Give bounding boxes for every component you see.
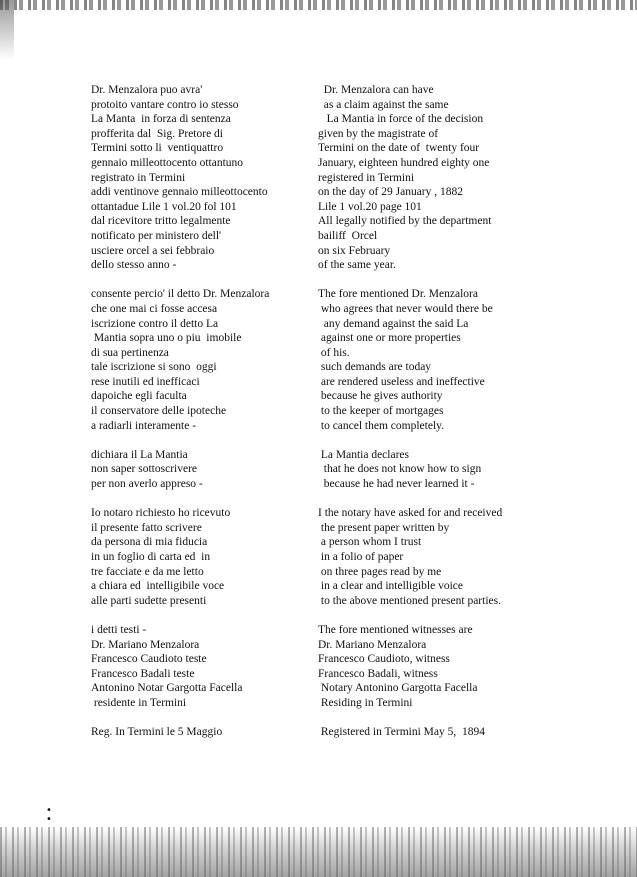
english-paragraph [318,448,608,492]
english-line: Residing in Termini [318,696,413,709]
english-paragraph [318,506,608,608]
english-line: to the keeper of mortgages [318,405,444,418]
english-line: I the notary have asked for and received [318,507,503,520]
english-line: in a clear and intelligible voice [318,580,463,593]
italian-line: addi ventinove gennaio milleottocento [91,186,268,199]
italian-line: da persona di mia fiducia [91,536,208,549]
english-line: because he had never learned it - [318,478,475,491]
italian-line: dapoiche egli faculta [91,390,187,403]
italian-line: che one mai ci fosse accesa [91,302,218,315]
italian-line: registrato in Termini [91,171,186,184]
english-line: because he gives authority [318,390,443,403]
english-line: to the above mentioned present parties. [318,594,501,607]
italian-line: protoito vantare contro io stesso [91,98,239,111]
italian-line: iscrizione contro il detto La [91,317,219,330]
english-line: against one or more properties [318,332,461,345]
english-line: The fore mentioned Dr. Menzalora [318,288,478,301]
italian-line: non saper sottoscrivere [91,463,198,476]
english-line: Registered in Termini May 5, 1894 [318,726,485,739]
english-line: bailiff Orcel [318,229,378,242]
italian-line: dello stesso anno - [91,259,177,272]
english-line: on the day of 29 January , 1882 [318,186,463,199]
english-line: on three pages read by me [318,565,442,578]
italian-line: a radiarli interamente - [91,419,197,432]
english-translation-column [318,83,608,754]
italian-line: il presente fatto scrivere [91,521,202,534]
english-line: are rendered useless and ineffective [318,375,485,388]
italian-line: Francesco Caudioto teste [91,653,207,666]
italian-line: Mantia sopra uno o piu imobile [91,332,242,345]
italian-line: alle parti sudette presenti [91,594,207,607]
italian-paragraph [91,506,321,608]
italian-line: il conservatore delle ipoteche [91,405,227,418]
english-paragraph [318,83,608,273]
italian-line: gennaio milleottocento ottantuno [91,156,244,169]
italian-line: residente in Termini [91,696,187,709]
italian-line: i detti testi - [91,623,147,636]
italian-line: usciere orcel a sei febbraio [91,244,215,257]
english-paragraph [318,287,608,433]
english-line: to cancel them completely. [318,419,445,432]
english-line: a person whom I trust [318,536,422,549]
english-line: of his. [318,346,350,359]
english-line: Francesco Caudioto, witness [318,653,450,666]
italian-line: tale iscrizione si sono oggi [91,361,217,374]
scan-edge-bottom [0,827,637,877]
italian-line: Antonino Notar Gargotta Facella [91,682,243,695]
scan-edge-top [0,0,637,10]
italian-paragraph [91,623,321,711]
italian-line: profferita dal Sig. Pretore di [91,127,224,140]
italian-line: Termini sotto li ventiquattro [91,142,224,155]
italian-text-column [91,83,321,754]
english-line: Lile 1 vol.20 page 101 [318,200,422,213]
italian-line: ottantadue Lile 1 vol.20 fol 101 [91,200,237,213]
english-line: Termini on the date of twenty four [318,142,480,155]
english-line: January, eighteen hundred eighty one [318,156,490,169]
italian-paragraph [91,287,321,433]
english-line: who agrees that never would there be [318,302,493,315]
english-line: the present paper written by [318,521,450,534]
scan-edge-left [0,0,14,60]
english-line: Dr. Mariano Menzalora [318,638,427,651]
english-line: given by the magistrate of [318,127,439,140]
english-line: La Mantia declares [318,448,409,461]
english-line: La Mantia in force of the decision [318,113,484,126]
english-line: All legally notified by the department [318,215,492,228]
italian-line: a chiara ed intelligibile voce [91,580,225,593]
english-line: that he does not know how to sign [318,463,482,476]
italian-line: Dr. Mariano Menzalora [91,638,200,651]
italian-paragraph [91,448,321,492]
italian-line: tre facciate e da me letto [91,565,204,578]
margin-marks: • • [46,805,52,825]
english-line: as a claim against the same [318,98,449,111]
italian-line: dichiara il La Mantia [91,448,188,461]
english-paragraph [318,623,608,711]
italian-line: consente percio' il detto Dr. Menzalora [91,288,270,301]
italian-line: Io notaro richiesto ho ricevuto [91,507,231,520]
italian-paragraph [91,725,321,740]
english-line: such demands are today [318,361,432,374]
italian-line: La Manta in forza di sentenza [91,113,231,126]
italian-line: di sua pertinenza [91,346,169,359]
english-line: on six February [318,244,391,257]
italian-line: Dr. Menzalora puo avra' [91,84,203,96]
english-line: Francesco Badali, witness [318,667,438,680]
italian-paragraph [91,83,321,273]
italian-line: notificato per ministero dell' [91,229,222,242]
italian-line: per non averlo appreso - [91,478,203,491]
english-paragraph [318,725,608,740]
italian-line: Francesco Badali teste [91,667,195,680]
english-line: in a folio of paper [318,551,404,563]
italian-line: in un foglio di carta ed in [91,551,211,563]
english-line: of the same year. [318,259,396,272]
italian-line: Reg. In Termini le 5 Maggio [91,726,223,739]
italian-line: rese inutili ed inefficaci [91,375,200,388]
english-line: any demand against the said La [318,317,469,330]
english-line: The fore mentioned witnesses are [318,623,473,636]
english-line: Dr. Menzalora can have [318,84,434,96]
italian-line: dal ricevitore tritto legalmente [91,215,231,228]
english-line: Notary Antonino Gargotta Facella [318,682,478,695]
english-line: registered in Termini [318,171,415,184]
